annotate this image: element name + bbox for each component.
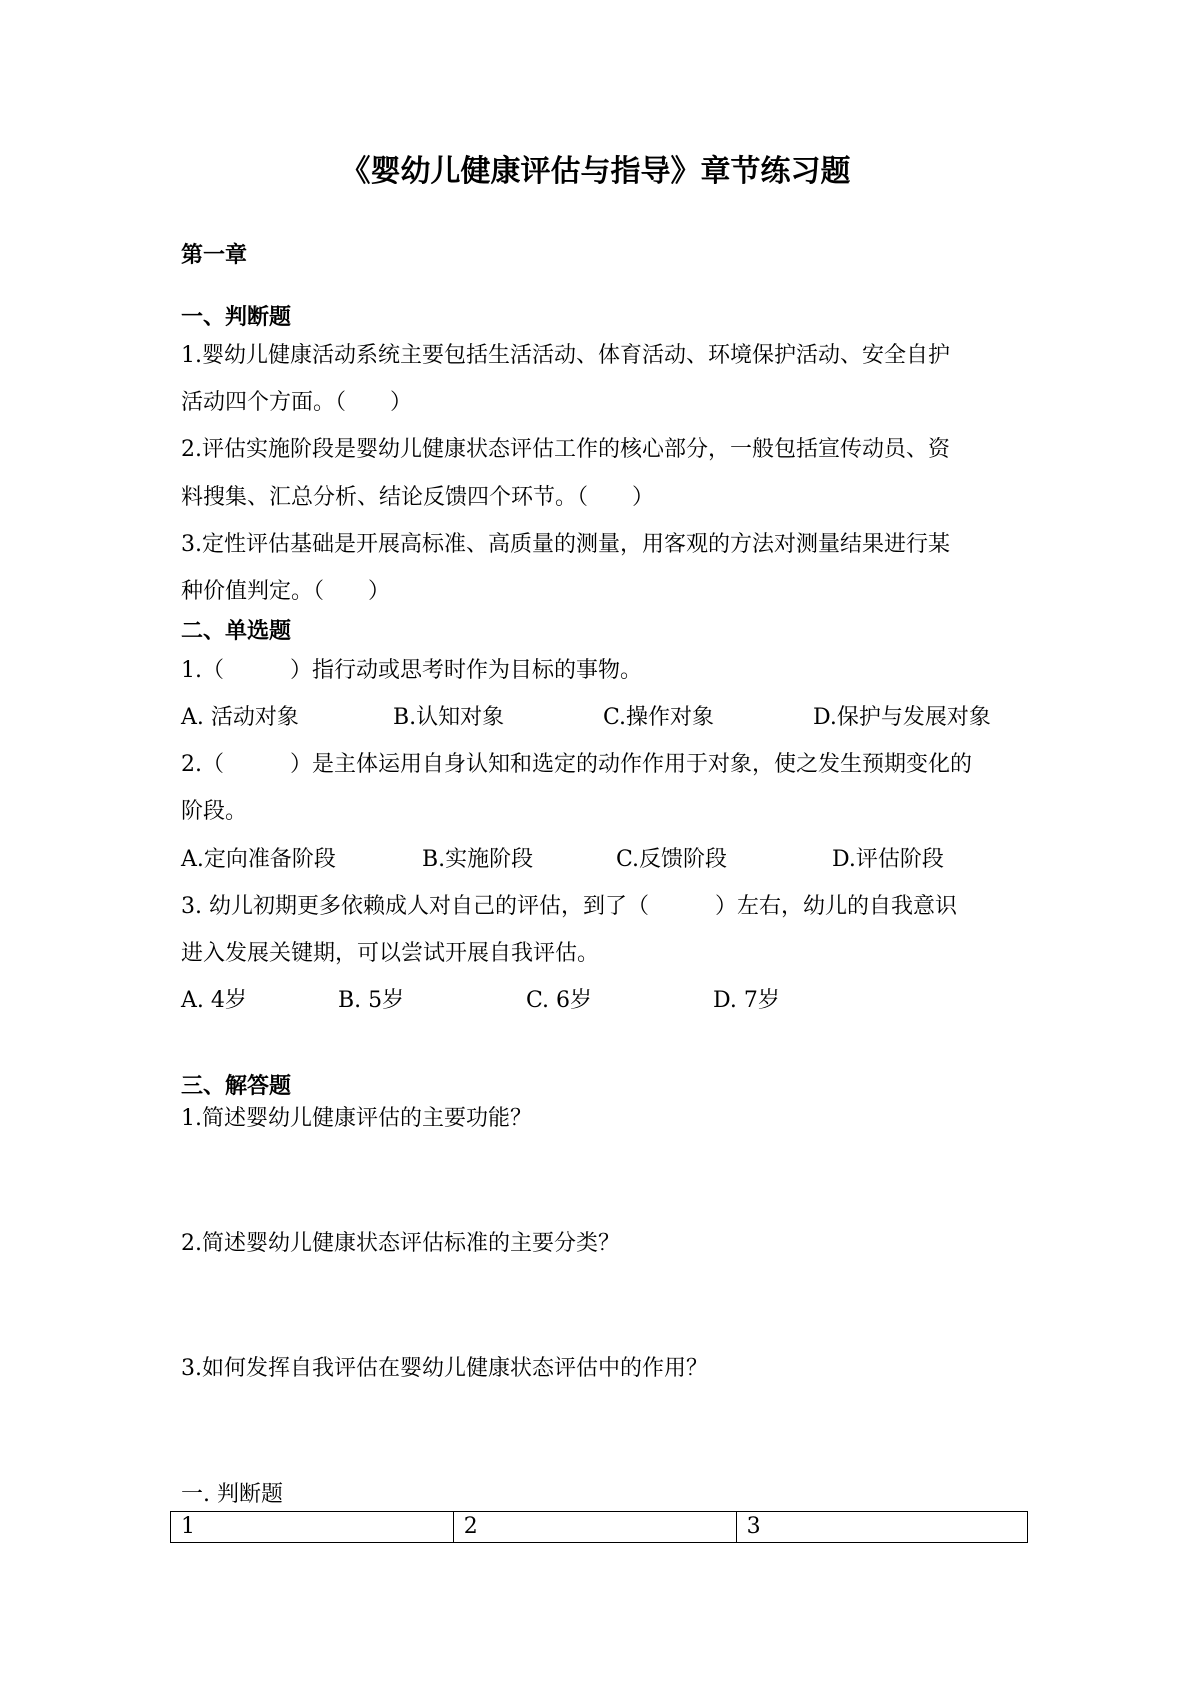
section-heading-single-choice: 二、单选题 xyxy=(181,619,292,644)
answer-cell[interactable]: 1 xyxy=(171,1512,454,1543)
option: A. 活动对象 xyxy=(181,705,299,730)
option: D.评估阶段 xyxy=(832,847,944,872)
option: C. 6岁 xyxy=(526,988,593,1013)
question-text: 3.定性评估基础是开展高标准、高质量的测量，用客观的方法对测量结果进行某 xyxy=(181,532,950,557)
option: C.反馈阶段 xyxy=(616,847,728,872)
question-text: 2.评估实施阶段是婴幼儿健康状态评估工作的核心部分，一般包括宣传动员、资 xyxy=(181,437,950,462)
option: B.认知对象 xyxy=(393,705,505,730)
table-row xyxy=(171,1512,1028,1543)
answer-cell[interactable]: 3 xyxy=(736,1512,1027,1543)
option: D.保护与发展对象 xyxy=(813,705,991,730)
options-row xyxy=(181,986,1021,1016)
question-text: 阶段。 xyxy=(181,799,248,824)
question-text: 1.婴幼儿健康活动系统主要包括生活活动、体育活动、环境保护活动、安全自护 xyxy=(181,343,950,368)
answer-sheet-label: 一. 判断题 xyxy=(181,1482,283,1507)
option: D. 7岁 xyxy=(713,988,780,1013)
answer-cell[interactable]: 2 xyxy=(453,1512,736,1543)
option: A.定向准备阶段 xyxy=(181,847,336,872)
question-text: 2.（ ）是主体运用自身认知和选定的动作作用于对象，使之发生预期变化的 xyxy=(181,752,972,777)
question-text: 3. 幼儿初期更多依赖成人对自己的评估，到了（ ）左右，幼儿的自我意识 xyxy=(181,894,957,919)
question-text: 1.简述婴幼儿健康评估的主要功能？ xyxy=(181,1106,532,1131)
question-text: 3.如何发挥自我评估在婴幼儿健康状态评估中的作用？ xyxy=(181,1356,708,1381)
chapter-heading: 第一章 xyxy=(181,243,248,268)
question-text: 进入发展关键期，可以尝试开展自我评估。 xyxy=(181,941,600,966)
question-text: 料搜集、汇总分析、结论反馈四个环节。（ ） xyxy=(181,485,655,510)
section-heading-true-false: 一、判断题 xyxy=(181,305,292,330)
options-row xyxy=(181,845,1021,875)
question-text: 种价值判定。（ ） xyxy=(181,579,391,604)
question-text: 2.简述婴幼儿健康状态评估标准的主要分类？ xyxy=(181,1231,620,1256)
question-text: 活动四个方面。（ ） xyxy=(181,390,413,415)
option: B. 5岁 xyxy=(338,988,405,1013)
option: A. 4岁 xyxy=(181,988,247,1013)
section-heading-short-answer: 三、解答题 xyxy=(181,1074,292,1099)
page-title: 《婴幼儿健康评估与指导》章节练习题 xyxy=(340,154,851,189)
answer-table xyxy=(170,1511,1028,1543)
option: C.操作对象 xyxy=(603,705,715,730)
question-text: 1.（ ）指行动或思考时作为目标的事物。 xyxy=(181,658,642,683)
option: B.实施阶段 xyxy=(422,847,534,872)
options-row xyxy=(181,703,1021,733)
